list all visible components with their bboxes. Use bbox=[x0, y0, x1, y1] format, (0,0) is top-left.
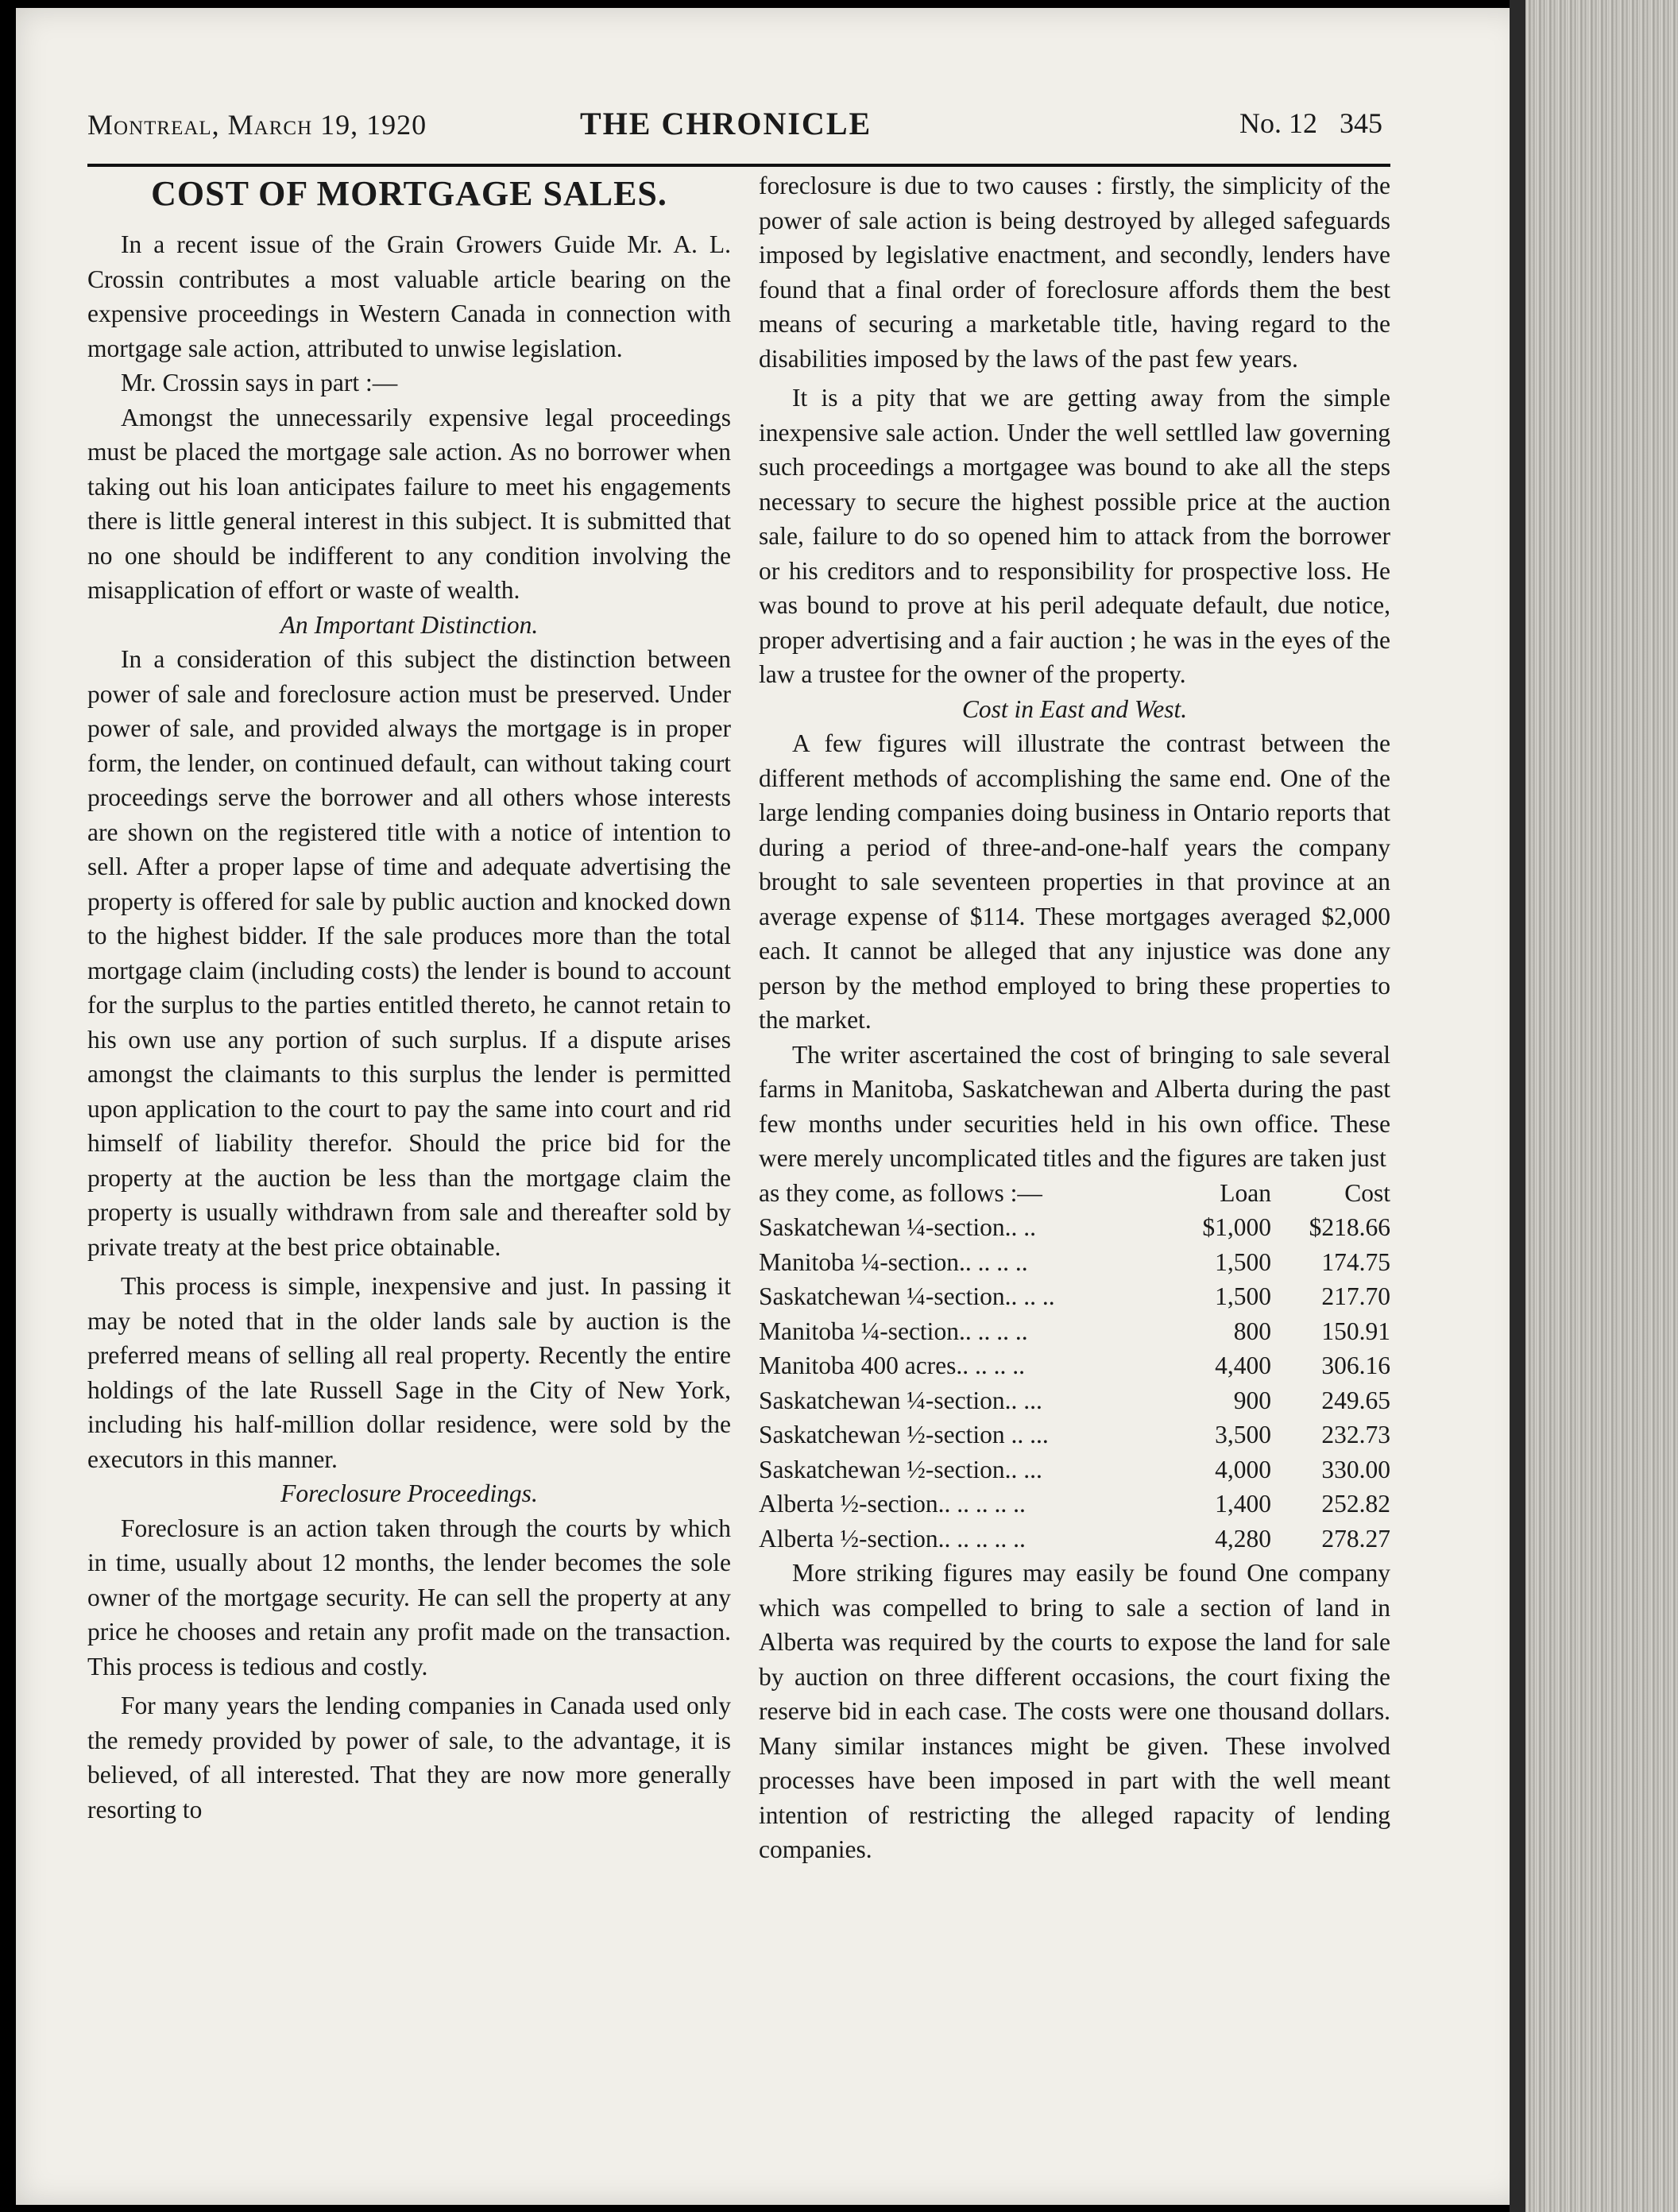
table-cell-cost: 174.75 bbox=[1321, 1247, 1390, 1276]
paragraph: It is a pity that we are getting away from the simple inexpensive sale action. Under the well settlled law governing such proceedings a mortgagee was bound to ake all the steps necessary to secure the highest possible price at the auction sale, failure to do so opened him to attack from the borrower or his creditors and to responsibility for prospective loss. He was bound to prove at his peril adequate default, due notice, proper advertising and a fair auction ; he was in the eyes of the law a trustee for the owner of the property. bbox=[759, 384, 1390, 688]
table-cell-loan: 4,400 bbox=[1215, 1352, 1271, 1379]
table-row bbox=[759, 1279, 1390, 1314]
table-row bbox=[759, 1452, 1390, 1487]
paragraph: More striking figures may easily be found One company which was compelled to bring to sale a section of land in Alberta was required by the courts to expose the land for sale by auction on three different occasions, the court fixing the reserve bid in each case. The costs were one thousand dollars. Many similar instances might be given. These involved processes have been imposed in part with the well meant intention of restricting the alleged rapacity of lending companies. bbox=[759, 1559, 1390, 1863]
table-cell-location: Saskatchewan ½-section.. ... bbox=[759, 1455, 1042, 1483]
paragraph: For many years the lending companies in Canada used only the remedy provided by power of sale, to the advantage, it is believed, of all interested. That they are now more generally resorting to bbox=[87, 1692, 731, 1823]
subheading: Foreclosure Proceedings. bbox=[280, 1479, 538, 1507]
paragraph: foreclosure is due to two causes : firstly, the simplicity of the power of sale action is being destroyed by alleged safeguards imposed by legislative enactment, and secondly, lenders have found that a final order of foreclosure affords them the best means of securing a marketable title, having regard to the disabilities imposed by the laws of the past few years. bbox=[759, 172, 1390, 373]
table-cell-loan: 4,280 bbox=[1215, 1524, 1271, 1553]
paragraph: In a recent issue of the Grain Growers Guide Mr. A. L. Crossin contributes a most valuable article bearing on the expensive proceedings in Western Canada in connection with mortgage sale action, attributed to unwise legislation. bbox=[87, 230, 731, 362]
cost-table bbox=[759, 1176, 1390, 1557]
header-place-date: Montreal, March 19, 1920 bbox=[87, 109, 427, 141]
table-body bbox=[759, 1210, 1390, 1556]
table-cell-location: Manitoba 400 acres.. .. .. .. bbox=[759, 1352, 1026, 1379]
table-cell-loan: $1,000 bbox=[1202, 1213, 1271, 1241]
table-cell-cost: 278.27 bbox=[1321, 1524, 1390, 1553]
table-cell-location: Alberta ½-section.. .. .. .. .. bbox=[759, 1490, 1026, 1518]
table-cell-cost: $218.66 bbox=[1309, 1213, 1390, 1241]
table-cell-loan: 900 bbox=[1233, 1386, 1271, 1414]
table-cell-location: Alberta ½-section.. .. .. .. .. bbox=[759, 1524, 1026, 1553]
book-page-edges bbox=[1525, 0, 1678, 2212]
table-row bbox=[759, 1210, 1390, 1245]
table-cell-location: Manitoba ¼-section.. .. .. .. bbox=[759, 1317, 1028, 1345]
right-column bbox=[759, 168, 1390, 1867]
header-rule bbox=[87, 164, 1390, 167]
subheading: An Important Distinction. bbox=[280, 610, 539, 639]
table-header-row bbox=[759, 1176, 1390, 1211]
table-row bbox=[759, 1522, 1390, 1557]
table-cell-loan: 4,000 bbox=[1215, 1455, 1271, 1483]
paragraph: A few figures will illustrate the contrast between the different methods of accomplishing the same end. One of the large lending companies doing business in Ontario reports that during a period of three-and-one-half years the company brought to sale seventeen properties in that province at an average expense of $114. These mortgages averaged $2,000 each. It cannot be alleged that any injustice was done any person by the method employed to bring these properties to the market. bbox=[759, 729, 1390, 1034]
table-cell-loan: 1,500 bbox=[1215, 1282, 1271, 1310]
table-cell-cost: 232.73 bbox=[1321, 1421, 1390, 1448]
paragraph: In a consideration of this subject the distinction between power of sale and foreclosure action must be preserved. Under power of sale, and provided always the mortgage is in proper form, the lender, on continued default, can without taking court proceedings serve the borrower and all others whose interests are shown on the registered title with a notice of intention to sell. After a proper lapse of time and adequate advertising the property is offered for sale by public auction and knocked down to the highest bidder. If the sale produces more than the total mortgage claim (including costs) the lender is bound to account for the surplus to the parties entitled thereto, he cannot retain to his own use any portion of such surplus. If a dispute arises amongst the claimants to this surplus the lender is permitted upon application to the court to pay the same into court and rid himself of liability therefor. Should the price bid for the property at the auction be less than the mortgage claim the property is usually withdrawn from sale and thereafter sold by private treaty at the best price obtainable. bbox=[87, 645, 731, 1261]
paragraph: This process is simple, inexpensive and just. In passing it may be noted that in the older lands sale by auction is the preferred means of selling all real property. Recently the entire holdings of the late Russell Sage in the City of New York, including his half-million dollar residence, were sold by the executors in this manner. bbox=[87, 1272, 731, 1473]
table-cell-location: Saskatchewan ¼-section.. .. .. bbox=[759, 1282, 1055, 1310]
header-page-number: 345 bbox=[1340, 107, 1382, 139]
table-row bbox=[759, 1348, 1390, 1383]
paragraph: Foreclosure is an action taken through the courts by which in time, usually about 12 months, the lender becomes the sole owner of the mortgage security. He can sell the property at any price he chooses and retain any profit made on the transaction. This process is tedious and costly. bbox=[87, 1514, 731, 1680]
header-issue-page bbox=[1217, 106, 1382, 140]
table-row bbox=[759, 1417, 1390, 1452]
table-col-cost: Cost bbox=[1344, 1178, 1390, 1207]
table-row bbox=[759, 1487, 1390, 1522]
table-cell-location: Saskatchewan ¼-section.. .. bbox=[759, 1213, 1037, 1241]
table-cell-cost: 249.65 bbox=[1321, 1386, 1390, 1414]
table-cell-loan: 800 bbox=[1233, 1317, 1271, 1345]
subheading: Cost in East and West. bbox=[961, 694, 1188, 723]
paragraph: Amongst the unnecessarily expensive legal proceedings must be placed the mortgage sale action. As no borrower when taking out his loan anticipates failure to meet his engagements there is little general interest in this subject. It is submitted that no one should be indifferent to any condition involving the misapplication of effort or waste of wealth. bbox=[87, 403, 731, 604]
table-row bbox=[759, 1383, 1390, 1418]
left-column bbox=[87, 168, 731, 1827]
header-issue: No. 12 bbox=[1239, 107, 1317, 139]
header-publication: THE CHRONICLE bbox=[580, 106, 872, 141]
table-cell-location: Manitoba ¼-section.. .. .. .. bbox=[759, 1247, 1028, 1276]
table-col-loan: Loan bbox=[1220, 1178, 1271, 1207]
table-cell-location: Saskatchewan ½-section .. ... bbox=[759, 1421, 1049, 1448]
paragraph: The writer ascertained the cost of bringing to sale several farms in Manitoba, Saskatchewan and Alberta during the past few months under securities held in his own office. These were merely uncomplicated titles and the figures are taken just bbox=[759, 1040, 1390, 1172]
table-cell-loan: 3,500 bbox=[1215, 1421, 1271, 1448]
table-cell-loan: 1,400 bbox=[1215, 1490, 1271, 1518]
table-cell-loan: 1,500 bbox=[1215, 1247, 1271, 1276]
table-lead-in: as they come, as follows :— bbox=[759, 1178, 1042, 1207]
table-cell-cost: 252.82 bbox=[1321, 1490, 1390, 1518]
table-cell-cost: 217.70 bbox=[1321, 1282, 1390, 1310]
running-header bbox=[87, 102, 1390, 149]
table-row bbox=[759, 1314, 1390, 1349]
table-row bbox=[759, 1245, 1390, 1280]
table-cell-cost: 150.91 bbox=[1321, 1317, 1390, 1345]
table-cell-location: Saskatchewan ¼-section.. ... bbox=[759, 1386, 1042, 1414]
table-cell-cost: 306.16 bbox=[1321, 1352, 1390, 1379]
table-cell-cost: 330.00 bbox=[1321, 1455, 1390, 1483]
paragraph: Mr. Crossin says in part :— bbox=[121, 369, 398, 396]
article-title: COST OF MORTGAGE SALES. bbox=[151, 174, 667, 213]
page-gutter bbox=[1510, 0, 1527, 2212]
